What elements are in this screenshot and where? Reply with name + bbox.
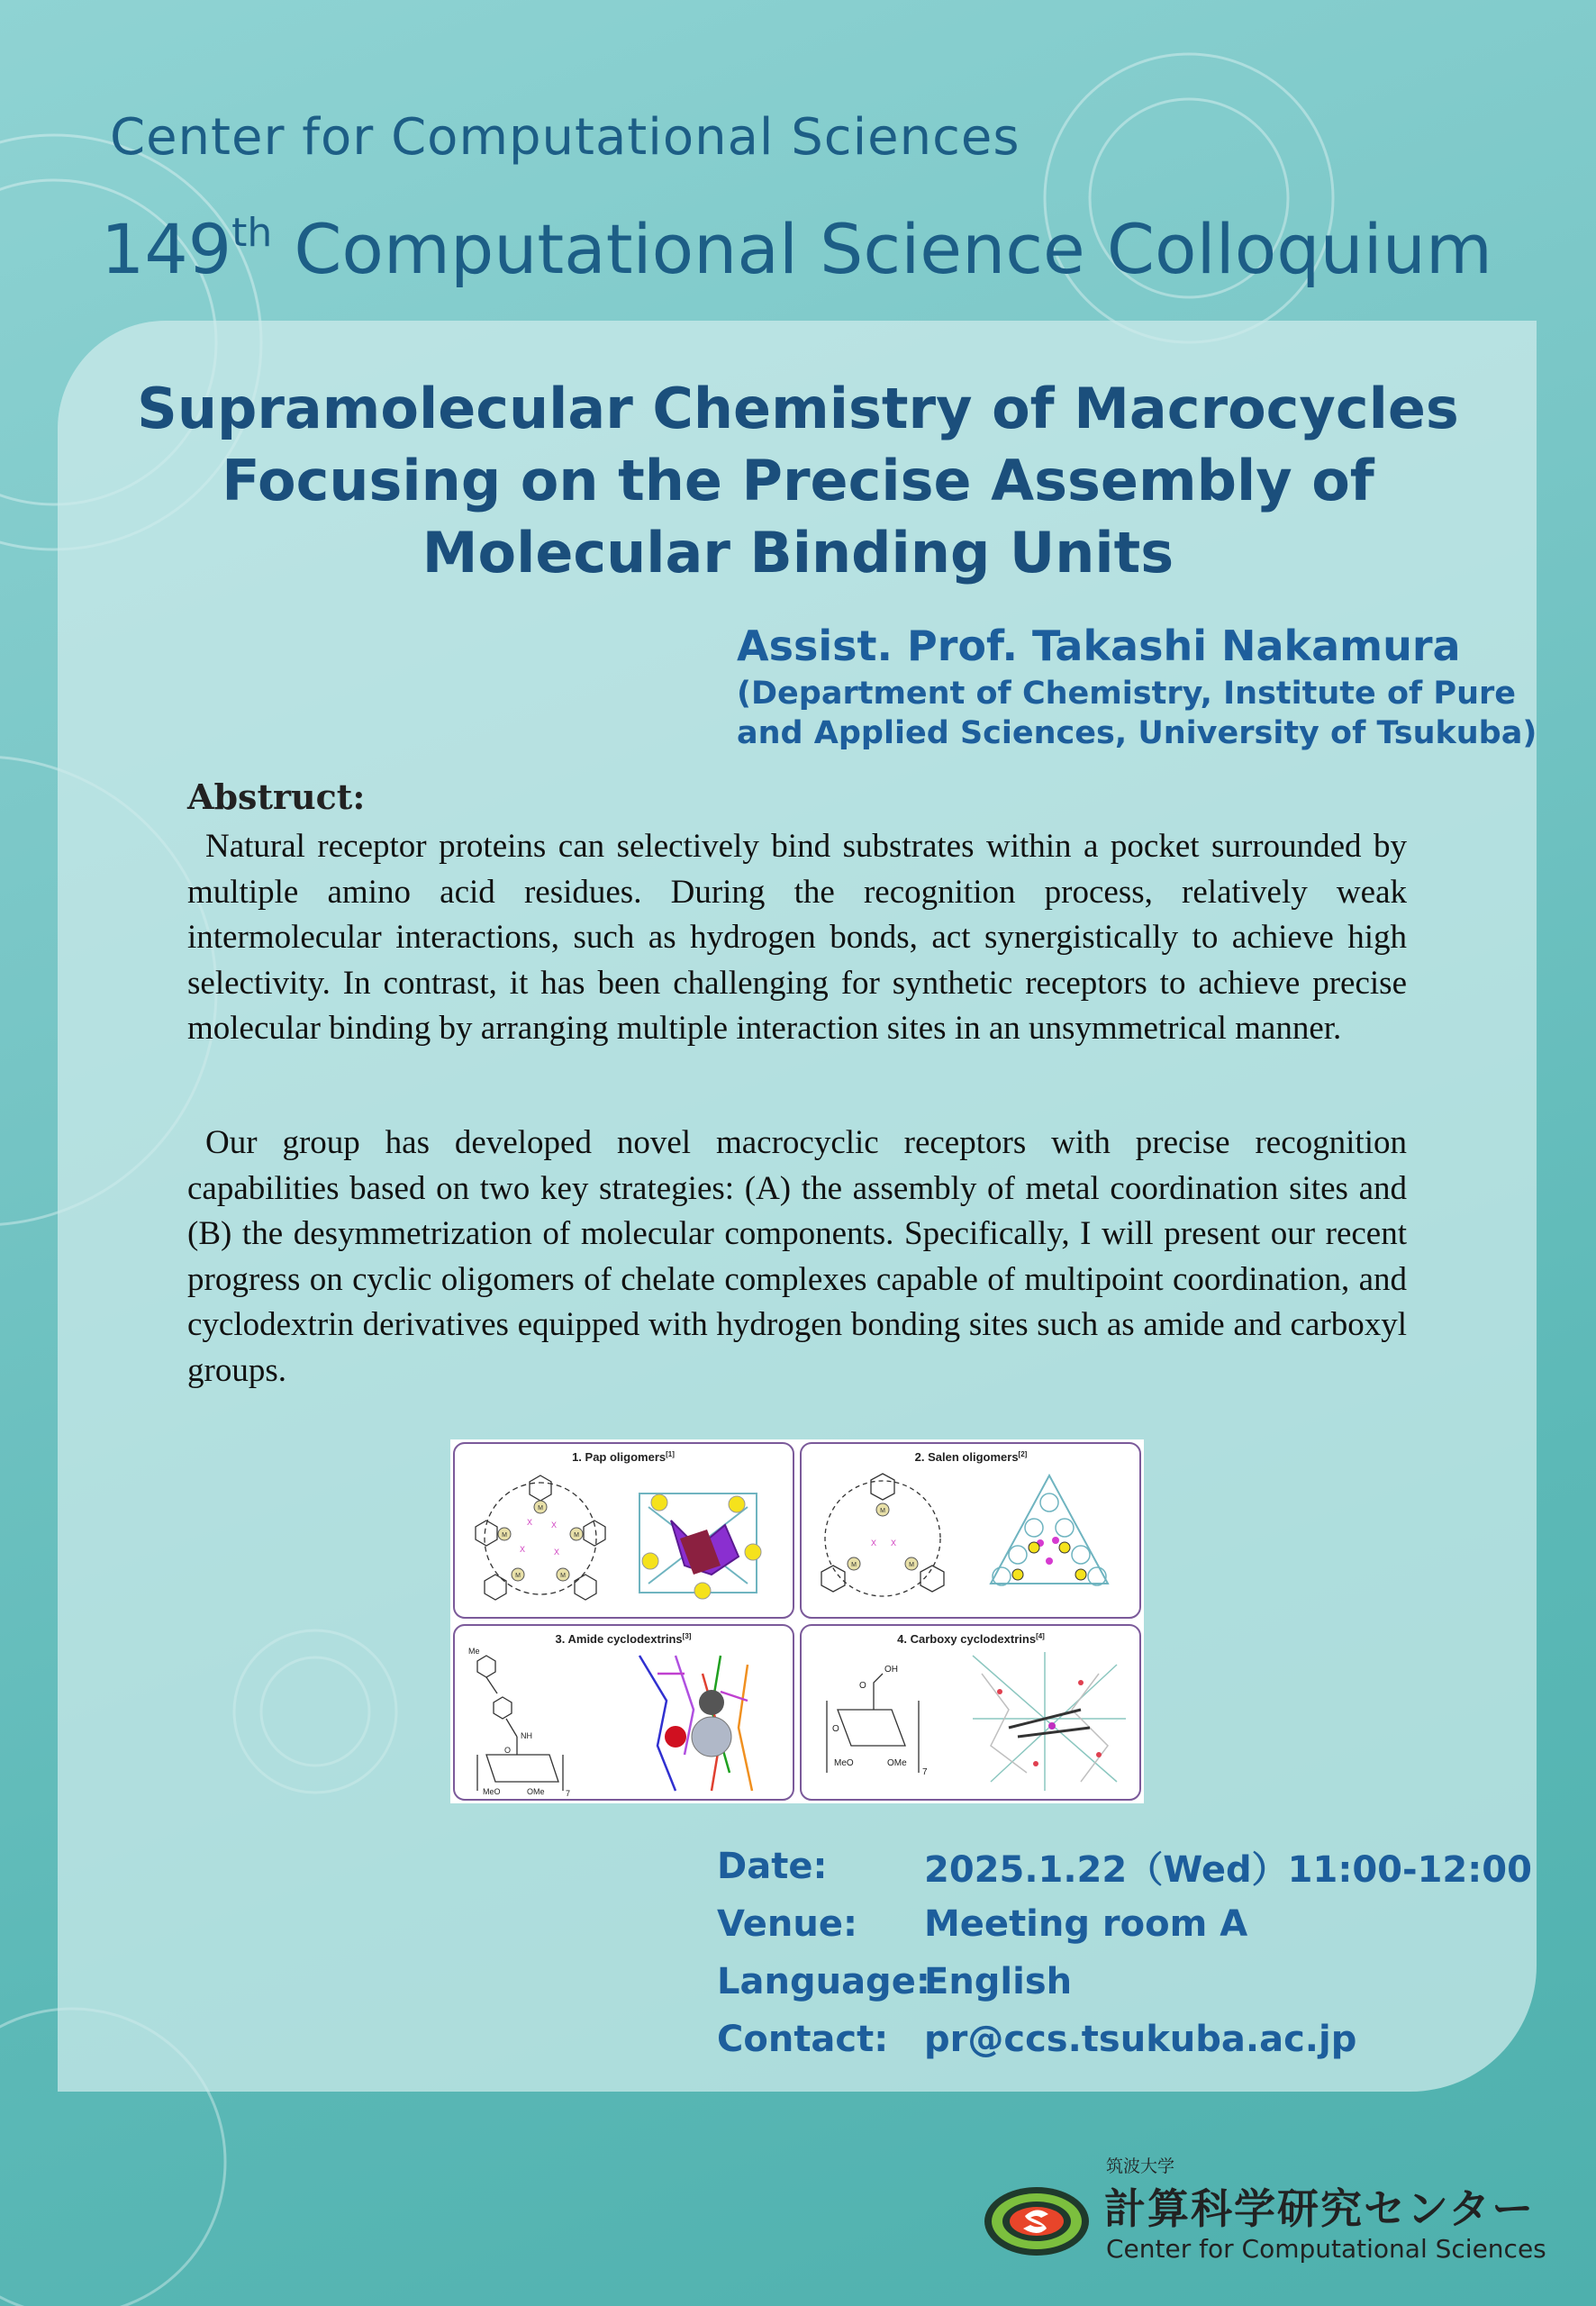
svg-text:2. Salen oligomers[2] [915,1450,1028,1464]
x-label: X [870,1539,877,1548]
colloquium-number: 149 [101,209,232,289]
metal-label: M [515,1573,521,1579]
figure-panel-ref: [3] [682,1632,692,1640]
colloquium-title [101,209,1492,289]
language-row [717,1953,1532,2011]
ccs-logo [982,2153,1576,2270]
meo-label: MeO [834,1758,854,1768]
figure-panel-frame [801,1625,1140,1800]
research-figure [450,1439,1144,1803]
center-name: Center for Computational Sciences [110,108,1020,167]
svg-text:3. Amide cyclodextrins[3] [556,1632,692,1646]
metal-label: M [909,1562,914,1568]
x-label: X [890,1539,897,1548]
ome-label: OMe [887,1758,907,1768]
abstract-heading: Abstruct: [187,776,366,817]
language-value: English [924,1961,1073,2002]
affiliation-line: and Applied Sciences, University of Tsukuba) [737,715,1537,751]
contact-row [717,2011,1532,2068]
contact-label: Contact: [717,2019,889,2060]
nh-label: NH [521,1731,532,1740]
talk-title [72,373,1524,589]
metal-label: M [880,1508,885,1514]
x-label: X [553,1548,560,1557]
metal-label: M [560,1573,566,1579]
ccs-logo-icon [982,2183,1092,2259]
university-name: 筑波大学 [1106,2156,1175,2176]
figure-panel-ref: [1] [666,1450,675,1458]
n7-label: 7 [566,1789,571,1798]
o-label: O [859,1681,866,1691]
ome-label: OMe [527,1787,545,1796]
event-info [717,1838,1532,2068]
metal-label: M [538,1505,543,1512]
date-row [717,1838,1532,1895]
venue-label: Venue: [717,1903,857,1945]
figure-panel-title: 1. Pap oligomers [572,1450,667,1464]
venue-value: Meeting room A [924,1903,1248,1945]
venue-row [717,1895,1532,1953]
center-name-japanese: 計算科学研究センター [1104,2184,1536,2233]
figure-panel-frame [454,1625,793,1800]
talk-title-line: Focusing on the Precise Assembly of [222,448,1374,513]
o-label: O [832,1724,839,1734]
x-label: X [526,1518,533,1527]
figure-panel-ref: [4] [1036,1632,1045,1640]
svg-text:4. Carboxy cyclodextrins[4] [897,1632,1045,1646]
o-label: O [504,1746,512,1755]
meo-label: MeO [483,1787,501,1796]
me-label: Me [468,1647,480,1656]
speaker-affiliation [737,674,1537,753]
figure-panel-ref: [2] [1018,1450,1028,1458]
abstract-paragraph: Natural receptor proteins can selectively bind substrates within a pocket surrounded by multiple amino acid residues. During the recognition process, relatively weak intermolecular interactions, such as hydrogen bonds, act synergistically to achieve high selectivity. In contrast, it has been challenging for synthetic receptors to achieve precise molecular binding by arranging multiple interaction sites in an unsymmetrical manner. [187,828,1407,1047]
date-value: 2025.1.22（Wed）11:00-12:00 [924,1848,1532,1891]
colloquium-name: Computational Science Colloquium [272,209,1492,289]
talk-title-line: Molecular Binding Units [422,520,1174,586]
x-label: X [550,1521,558,1530]
figure-panel-title: 2. Salen oligomers [914,1450,1019,1464]
contact-email-link[interactable]: pr@ccs.tsukuba.ac.jp [924,2019,1357,2060]
figure-panel-frame [801,1443,1140,1618]
figure-panel-title: 4. Carboxy cyclodextrins [897,1632,1037,1646]
metal-label: M [502,1532,507,1539]
affiliation-line: (Department of Chemistry, Institute of Pure [737,676,1516,712]
date-label: Date: [717,1846,828,1887]
language-label: Language: [717,1961,930,2002]
colloquium-suffix: th [231,210,273,256]
svg-text:1. Pap oligomers[1] [572,1450,675,1464]
figure-panel-title: 3. Amide cyclodextrins [555,1632,683,1646]
metal-label: M [851,1562,857,1568]
abstract-paragraph: Our group has developed novel macrocyclic receptors with precise recognition capabilities based on two key strategies: (A) the assembly of metal coordination sites and (B) the desymmetrization of molecular components. Specifically, I will present our recent progress on cyclic oligomers of chelate complexes capable of multipoint coordination, and cyclodextrin derivatives equipped with hydrogen bonding sites such as amide and carboxyl groups. [187,1124,1407,1389]
oh-label: OH [884,1665,898,1675]
center-name-english: Center for Computational Sciences [1106,2234,1546,2264]
x-label: X [519,1545,526,1554]
n7-label: 7 [922,1767,928,1777]
talk-title-line: Supramolecular Chemistry of Macrocycles [137,376,1459,441]
metal-label: M [574,1532,579,1539]
speaker-name: Assist. Prof. Takashi Nakamura [737,622,1461,670]
